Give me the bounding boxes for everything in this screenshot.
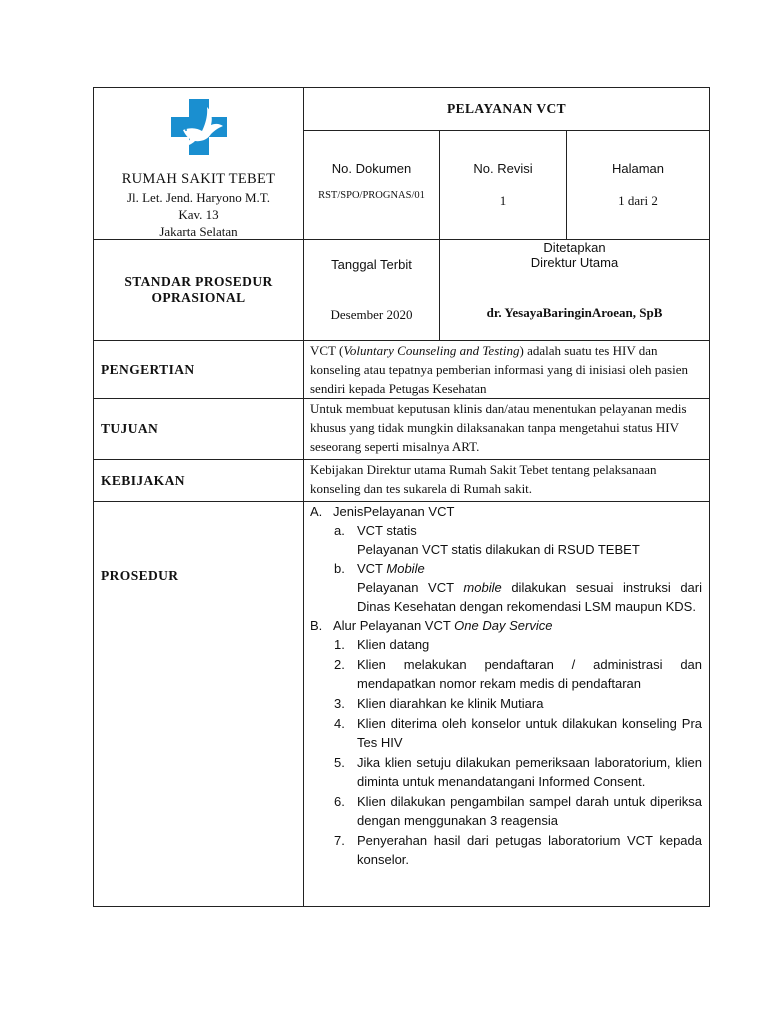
step-text: Jika klien setuju dilakukan pemeriksaan laboratorium, klien diminta untuk menandatangani Informed Consent. <box>357 755 703 789</box>
step-marker: 6. <box>334 794 345 809</box>
prosedur-content <box>304 502 710 907</box>
issue-date-value: Desember 2020 <box>330 307 413 322</box>
step-marker: 1. <box>334 637 345 652</box>
tujuan-text: Untuk membuat keputusan klinis dan/atau menentukan pelayanan medis khusus yang tidak mungkin dilaksanakan tanpa mengetahui status HIV seseorang seperti misalnya ART. <box>304 399 710 460</box>
issue-date-label: Tanggal Terbit <box>331 257 412 272</box>
hospital-name: RUMAH SAKIT TEBET <box>121 171 276 187</box>
page-value: 1 dari 2 <box>618 193 658 208</box>
hospital-address-line3: Jakarta Selatan <box>159 224 238 239</box>
hospital-header-cell <box>94 88 304 240</box>
step-marker: 2. <box>334 657 345 672</box>
prosedur-steps-list <box>310 635 702 869</box>
approved-by-line2: Direktur Utama <box>530 255 619 270</box>
prosedur-step <box>310 753 702 791</box>
step-marker: 4. <box>334 716 345 731</box>
step-text: Klien datang <box>357 637 430 652</box>
item-marker: b. <box>334 561 345 576</box>
prosedur-step <box>310 655 702 693</box>
item-desc: Pelayanan VCT mobile dilakukan sesuai instruksi dari Dinas Kesehatan dengan rekomendasi LSM maupun KDS. <box>357 580 703 614</box>
step-text: Penyerahan hasil dari petugas laboratorium VCT kepada konselor. <box>357 833 703 867</box>
director-name: dr. YesayaBaringinAroean, SpB <box>486 305 663 320</box>
hospital-address-line1: Jl. Let. Jend. Haryono M.T. <box>126 190 271 205</box>
doc-number-label: No. Dokumen <box>331 161 412 176</box>
item-title: VCT statis <box>357 523 417 538</box>
sop-title-cell <box>94 240 304 341</box>
item-marker: A. <box>310 504 323 519</box>
approval-cell <box>440 240 710 341</box>
issue-date-cell <box>304 240 440 341</box>
step-text: Klien diarahkan ke klinik Mutiara <box>357 696 544 711</box>
prosedur-step <box>310 714 702 752</box>
approved-by-line1: Ditetapkan <box>543 240 606 255</box>
prosedur-item-a2 <box>310 559 702 616</box>
item-text: Alur Pelayanan VCT One Day Service <box>333 618 553 633</box>
prosedur-item-b <box>310 616 702 635</box>
hospital-cross-dove-icon <box>169 97 229 157</box>
doc-number-cell <box>304 131 440 240</box>
kebijakan-text: Kebijakan Direktur utama Rumah Sakit Tebet tentang pelaksanaan konseling dan tes sukarela di Rumah sakit. <box>304 460 710 502</box>
pengertian-label: PENGERTIAN <box>94 341 304 399</box>
step-text: Klien melakukan pendaftaran / administrasi dan mendapatkan nomor rekam medis di pendaftaran <box>357 657 703 691</box>
pengertian-text: VCT (Voluntary Counseling and Testing) adalah suatu tes HIV dan konseling atau tepatnya pemberian informasi yang di inisiasi oleh pasien sendiri kepada Petugas Kesehatan <box>304 341 710 399</box>
revision-label: No. Revisi <box>473 161 533 176</box>
item-desc: Pelayanan VCT statis dilakukan di RSUD TEBET <box>357 542 640 557</box>
item-title: VCT Mobile <box>357 561 425 576</box>
sop-title-line1: STANDAR PROSEDUR <box>124 274 273 289</box>
step-marker: 7. <box>334 833 345 848</box>
prosedur-label: PROSEDUR <box>94 502 304 907</box>
sop-title-line2: OPRASIONAL <box>151 290 246 305</box>
revision-value: 1 <box>499 193 507 208</box>
kebijakan-label: KEBIJAKAN <box>94 460 304 502</box>
prosedur-item-a1 <box>310 521 702 559</box>
prosedur-step <box>310 792 702 830</box>
step-text: Klien dilakukan pengambilan sampel darah untuk diperiksa dengan menggunakan 3 reagensia <box>357 794 703 828</box>
step-marker: 3. <box>334 696 345 711</box>
tujuan-label: TUJUAN <box>94 399 304 460</box>
step-marker: 5. <box>334 755 345 770</box>
page-cell <box>567 131 710 240</box>
item-text: JenisPelayanan VCT <box>333 504 455 519</box>
prosedur-step <box>310 635 702 654</box>
sop-document-table <box>93 87 710 907</box>
page-label: Halaman <box>611 161 665 176</box>
step-text: Klien diterima oleh konselor untuk dilakukan konseling Pra Tes HIV <box>357 716 703 750</box>
prosedur-step <box>310 831 702 869</box>
hospital-address-line2: Kav. 13 <box>178 207 219 222</box>
item-marker: B. <box>310 618 323 633</box>
revision-cell <box>440 131 567 240</box>
item-marker: a. <box>334 523 345 538</box>
prosedur-step <box>310 694 702 713</box>
prosedur-item-a <box>310 502 702 521</box>
doc-number-value: RST/SPO/PROGNAS/01 <box>318 190 425 201</box>
document-title: PELAYANAN VCT <box>304 88 710 131</box>
